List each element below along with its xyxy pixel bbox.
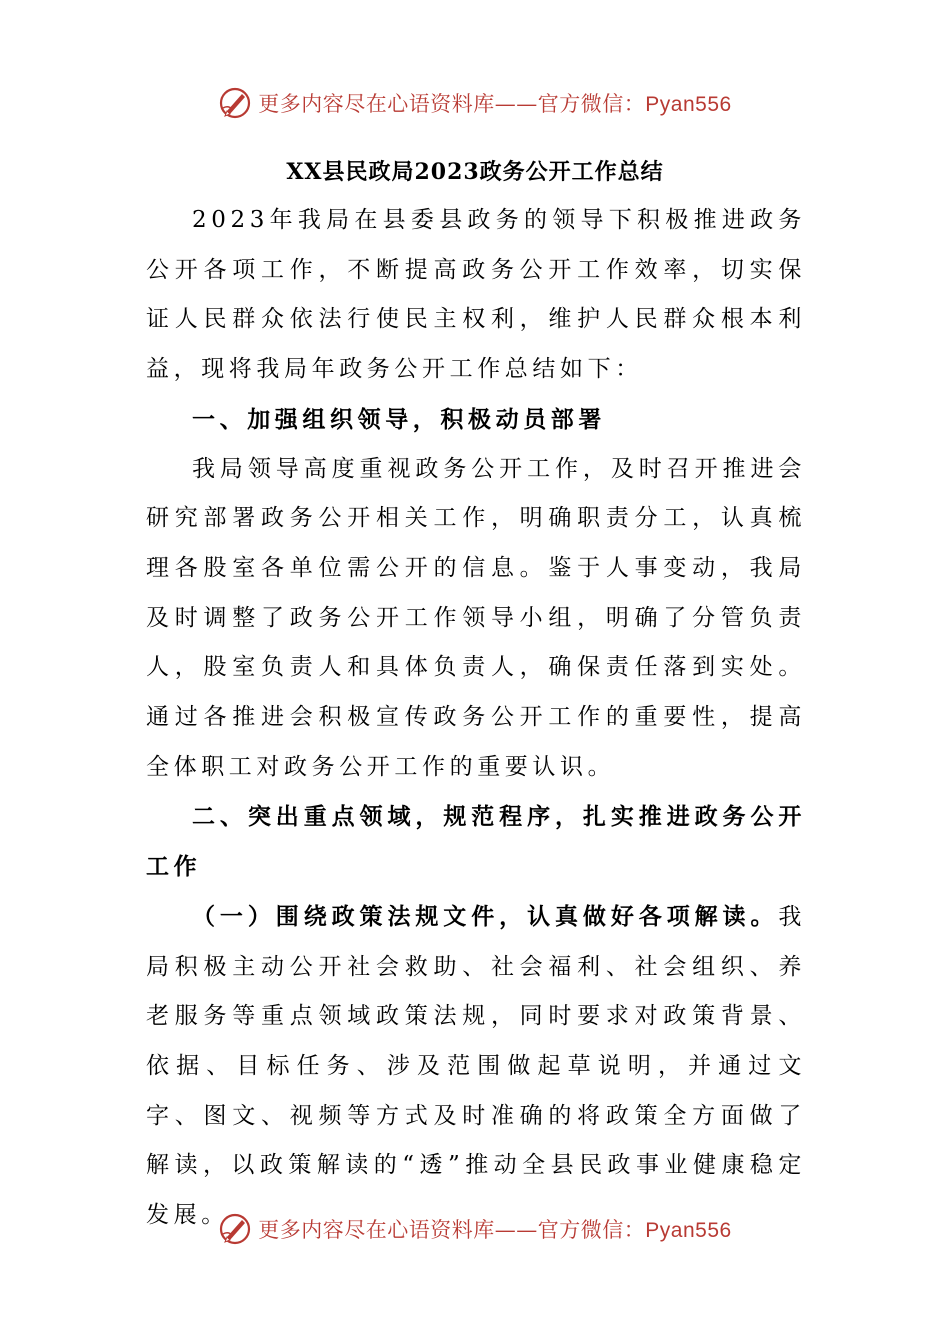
watermark-message: 更多内容尽在心语资料库——官方微信： [258,92,646,116]
section1-paragraph: 我局领导高度重视政务公开工作，及时召开推进会研究部署政务公开相关工作，明确职责分工，认真梳理各股室各单位需公开的信息。鉴于人事变动，我局及时调整了政务公开工作领导小组，明确了分管负责人，股室负责人和具体负责人，确保责任落到实处。通过各推进会积极宣传政务公开工作的重要性，提高全体职工对政务公开工作的重要认识。 [146,455,806,780]
watermark-banner-top [0,80,950,126]
watermark-text [258,88,731,118]
watermark-wechat-id: Pyan556 [645,1219,732,1242]
document-body [146,196,806,1241]
pen-circle-logo-icon [218,1212,252,1246]
watermark-banner-bottom [0,1206,950,1252]
section2-sub1-paragraph [146,892,806,1241]
section2-sub1-lead: （一）围绕政策法规文件，认真做好各项解读。 [192,902,779,930]
watermark-text [258,1214,731,1244]
watermark-wechat-id: Pyan556 [645,93,732,116]
pen-circle-logo-icon [218,86,252,120]
section2-sub1-text: 我局积极主动公开社会救助、社会福利、社会组织、养老服务等重点领域政策法规，同时要求对政策背景、依据、目标任务、涉及范围做起草说明，并通过文字、图文、视频等方式及时准确的将政策全方面做了解读，以政策解读的“透”推动全县民政事业健康稳定发展。 [146,903,806,1229]
watermark-message: 更多内容尽在心语资料库——官方微信： [258,1218,646,1242]
section1-heading: 一、加强组织领导，积极动员部署 [192,405,606,433]
document-title: XX县民政局2023政务公开工作总结 [286,159,664,185]
intro-paragraph: 2023年我局在县委县政务的领导下积极推进政务公开各项工作，不断提高政务公开工作效率，切实保证人民群众依法行使民主权利，维护人民群众根本利益，现将我局年政务公开工作总结如下： [146,207,806,383]
section2-heading: 二、突出重点领域，规范程序，扎实推进政务公开工作 [146,803,806,881]
